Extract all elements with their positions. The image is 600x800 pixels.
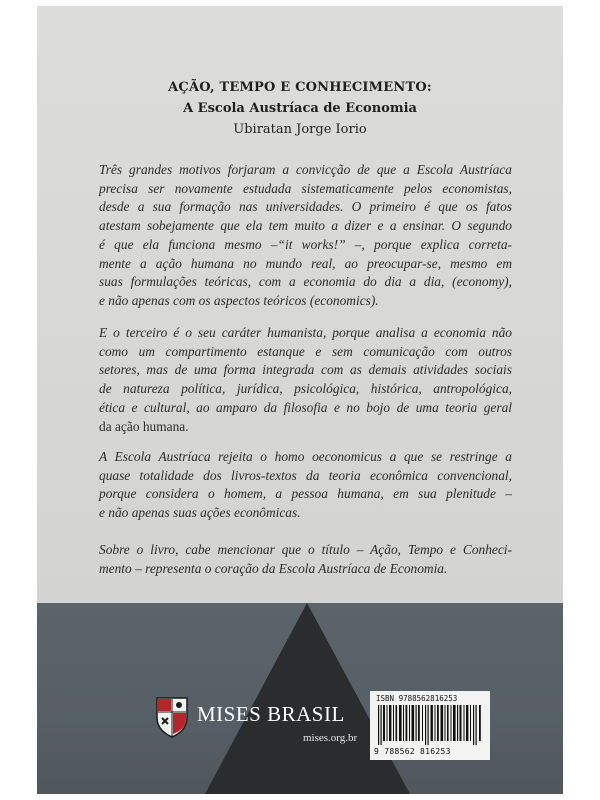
- blurb-paragraph-3: [99, 448, 512, 523]
- blurb-paragraph-2: [99, 324, 512, 436]
- text-line: desde a sua formação nas universidades. O primeiro é que os fatos: [99, 199, 512, 215]
- isbn-barcode: [370, 691, 490, 760]
- text-line: ética e cultural, ao amparo da filosofia e no bojo de uma teoria geral: [99, 399, 512, 415]
- text-line: de natureza política, jurídica, psicológica, histórica, antropológica,: [99, 381, 512, 397]
- text-line: A Escola Austríaca rejeita o homo oeconomicus a que se restringe a: [99, 449, 512, 464]
- book-title: AÇÃO, TEMPO E CONHECIMENTO:: [168, 80, 432, 95]
- text-line: mente a ação humana no mundo real, ao preocupar-se, mesmo em: [99, 255, 512, 271]
- text-line: e não apenas suas ações econômicas.: [99, 505, 301, 521]
- text-line: e não apenas com os aspectos teóricos (economics).: [99, 292, 379, 308]
- blurb-paragraph-1: [99, 161, 512, 311]
- text-line: Sobre o livro, cabe mencionar que o título – Ação, Tempo e Conheci-: [99, 542, 512, 557]
- publisher-url: mises.org.br: [303, 732, 358, 744]
- book-back-cover: [37, 6, 563, 794]
- text-line: é que ela funciona mesmo –“it works!” –, porque explica correta-: [99, 236, 512, 252]
- text-line: setores, mas de uma forma integrada com as demais atividades sociais: [99, 362, 512, 378]
- shield-crest-icon: [155, 696, 189, 738]
- text-line: quase totalidade dos livros-textos da teoria econômica convencional,: [99, 467, 512, 483]
- text-line: atestam sobejamente que ela tem muito a dizer e a ensinar. O segundo: [99, 218, 512, 234]
- publisher-logo: [155, 696, 375, 746]
- text-line: suas formulações teóricas, com a economia do dia a dia, (economy),: [99, 274, 512, 290]
- text-line: da ação humana.: [99, 418, 189, 434]
- barcode-bars: [376, 705, 484, 745]
- text-line: mento – representa o coração da Escola Austríaca de Economia.: [99, 560, 448, 576]
- text-line: precisa ser novamente estudada sistematicamente pelos economistas,: [99, 180, 512, 196]
- text-line: E o terceiro é o seu caráter humanista, porque analisa a economia não: [99, 325, 512, 340]
- isbn-label: ISBN 9788562816253: [376, 694, 458, 703]
- barcode-digits: 9 788562 816253: [374, 747, 451, 756]
- book-subtitle: A Escola Austríaca de Economia: [183, 101, 417, 116]
- text-line: porque considera o homem, a pessoa humana, em sua plenitude –: [99, 486, 512, 502]
- text-line: como um compartimento estanque e sem comunicação com outros: [99, 343, 512, 359]
- text-line: Três grandes motivos forjaram a convicção de que a Escola Austríaca: [99, 162, 512, 177]
- blurb-paragraph-4: [99, 541, 512, 578]
- book-author: Ubiratan Jorge Iorio: [233, 122, 367, 137]
- publisher-name: MISES BRASIL: [197, 702, 345, 726]
